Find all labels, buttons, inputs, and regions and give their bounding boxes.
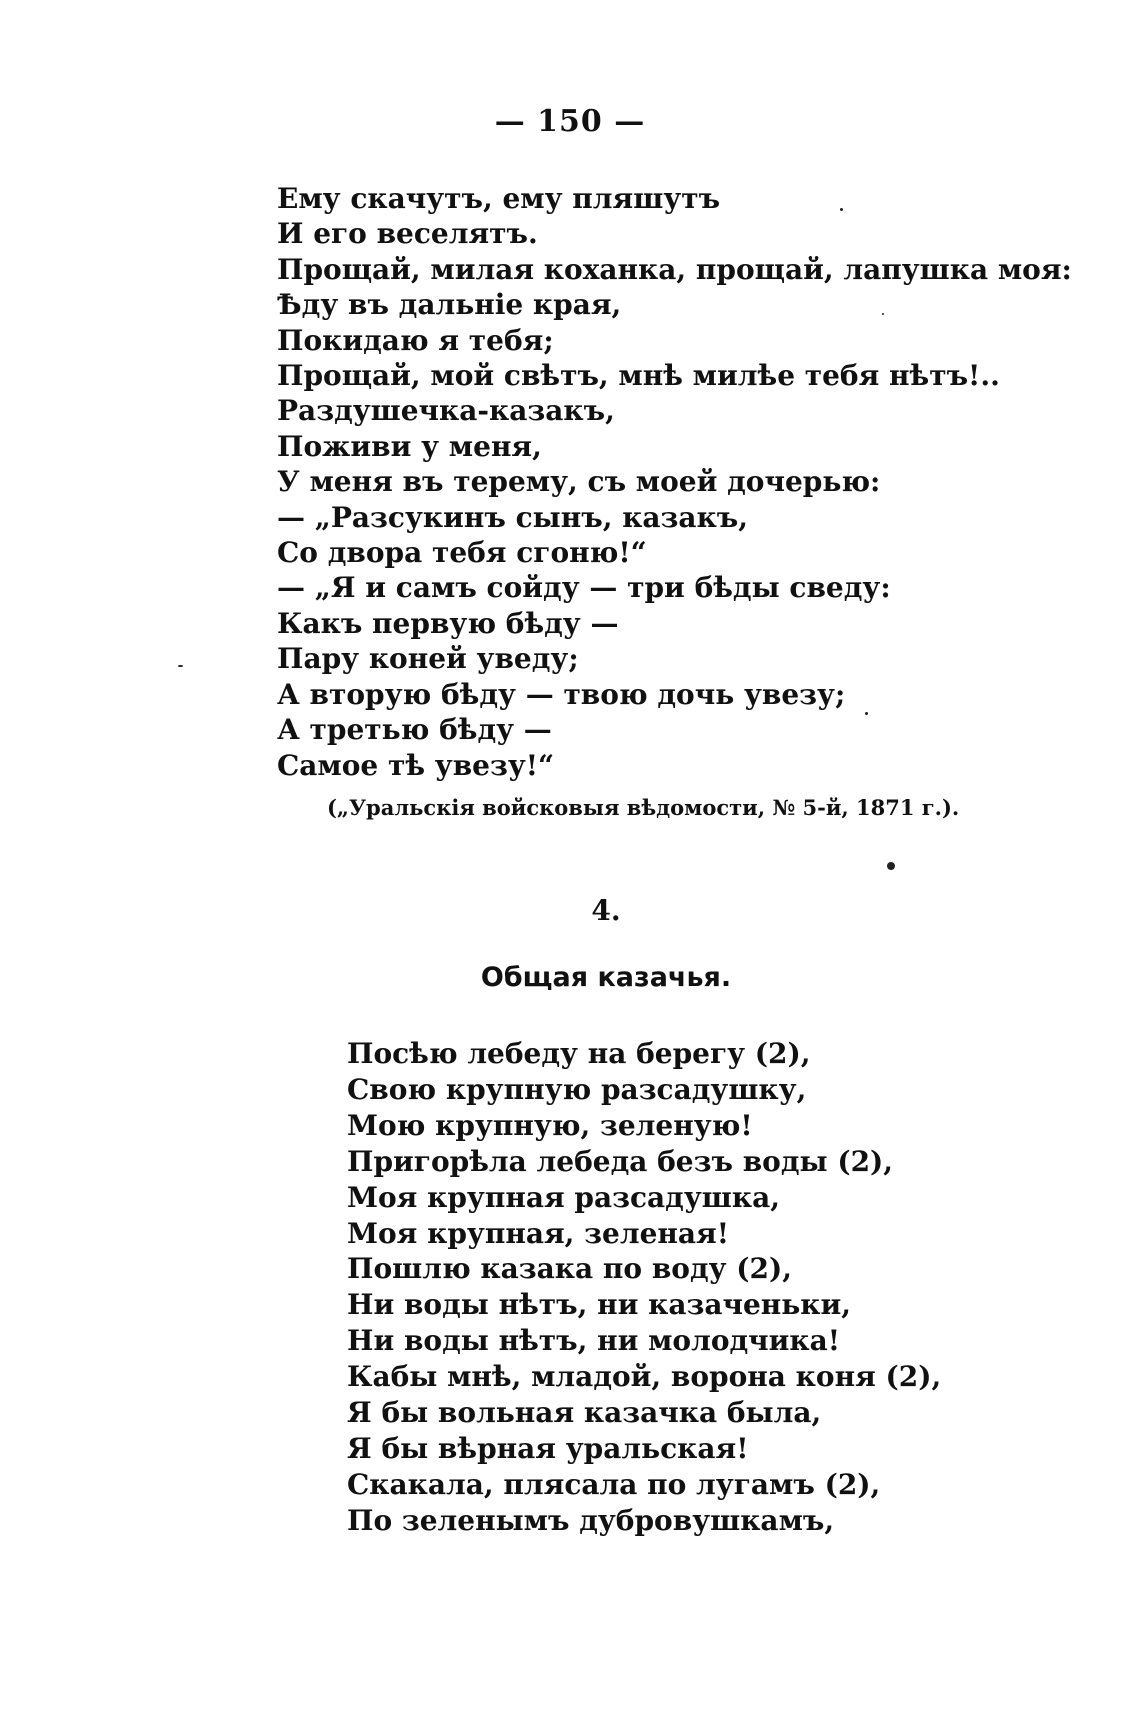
- poem-line: Пошлю казака по воду (2),: [347, 1252, 793, 1286]
- poem-line: Мою крупную, зеленую!: [347, 1108, 753, 1142]
- poem-line: Ѣду въ дальніе края,: [277, 288, 622, 322]
- poem-line: Какъ первую бѣду —: [277, 606, 619, 640]
- poem-line: Я бы вѣрная уральская!: [347, 1431, 749, 1465]
- page-number: — 150 —: [494, 104, 646, 139]
- poem-line: А третью бѣду —: [277, 713, 552, 747]
- poem-line: Моя крупная разсадушка,: [347, 1180, 780, 1214]
- poem-line: — „Разсукинъ сынъ, казакъ,: [277, 500, 749, 534]
- poem-line: Со двора тебя сгоню!“: [277, 536, 647, 570]
- poem-line: И его веселятъ.: [277, 217, 538, 251]
- poem-line: А вторую бѣду — твою дочь увезу;: [277, 677, 846, 711]
- poem-continued: [277, 181, 1072, 783]
- poem-line: Прощай, милая коханка, прощай, лапушка моя:: [277, 252, 1072, 286]
- scan-speck: [882, 313, 884, 315]
- poem-line: Моя крупная, зеленая!: [347, 1216, 729, 1250]
- source-citation: („Уральскія войсковыя вѣдомости, № 5-й, 1871 г.).: [327, 795, 960, 820]
- poem-line: У меня въ терему, съ моей дочерью:: [277, 465, 881, 499]
- poem-line: Пару коней уведу;: [277, 642, 579, 676]
- poem-line: Раздушечка-казакъ,: [277, 394, 615, 428]
- poem-line: Ни воды нѣтъ, ни молодчика!: [347, 1324, 841, 1358]
- poem-line: Самое тѣ увезу!“: [277, 748, 555, 782]
- poem-line: По зеленымъ дубровушкамъ,: [347, 1503, 835, 1537]
- poem-line: — „Я и самъ сойду — три бѣды сведу:: [277, 571, 891, 605]
- section-title: Общая казачья.: [480, 962, 732, 993]
- scan-speck: [865, 712, 868, 715]
- poem-line: Скакала, плясала по лугамъ (2),: [347, 1467, 881, 1501]
- poem-line: Прощай, мой свѣтъ, мнѣ милѣе тебя нѣтъ!..: [277, 359, 1000, 393]
- scan-speck: [840, 208, 843, 211]
- poem-line: Пригорѣла лебеда безъ воды (2),: [347, 1144, 894, 1178]
- poem-line: Поживи у меня,: [277, 429, 542, 463]
- poem-line: Свою крупную разсадушку,: [347, 1072, 807, 1106]
- poem-line: Посѣю лебеду на берегу (2),: [347, 1037, 811, 1070]
- poem-line: Ему скачутъ, ему пляшутъ: [277, 182, 721, 215]
- poem-line: Ни воды нѣтъ, ни казаченьки,: [347, 1288, 852, 1322]
- scan-speck: [887, 862, 895, 870]
- poem-line: Кабы мнѣ, младой, ворона коня (2),: [347, 1360, 942, 1394]
- poem-line: Я бы вольная казачка была,: [347, 1396, 822, 1430]
- poem-obshchaya-kazachya: [347, 1036, 941, 1539]
- poem-line: Покидаю я тебя;: [277, 323, 554, 357]
- section-number: 4.: [591, 894, 621, 927]
- scan-speck: [178, 665, 183, 667]
